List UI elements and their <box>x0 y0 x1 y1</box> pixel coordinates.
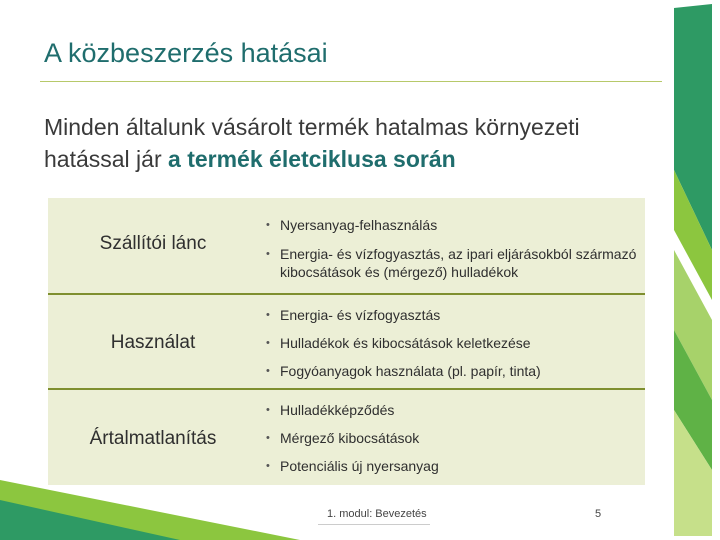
row-bullets-usage <box>264 306 644 391</box>
row-label-supply-chain: Szállítói lánc <box>99 233 207 254</box>
row-bullets-supply-chain <box>264 216 644 292</box>
list-item: • Fogyóanyagok használata (pl. papír, tinta) <box>266 363 541 379</box>
list-item: • Energia- és vízfogyasztás, az ipari eljárásokból származó kibocsátások és (mérgező) hulladékok <box>266 246 637 280</box>
list-item: • Hulladékok és kibocsátások keletkezése <box>266 335 531 351</box>
list-item: • Hulladékképződés <box>266 402 395 418</box>
row-divider <box>48 388 645 390</box>
decorative-green-stripes-right <box>668 0 720 540</box>
slide-title: A közbeszerzés hatásai <box>44 38 328 68</box>
list-item: • Potenciális új nyersanyag <box>266 458 439 474</box>
list-item: • Mérgező kibocsátások <box>266 430 420 446</box>
row-bullets-disposal <box>264 401 644 486</box>
footer-divider <box>318 524 430 525</box>
row-label-usage: Használat <box>110 332 196 353</box>
row-label-disposal: Ártalmatlanítás <box>89 428 217 449</box>
list-item: • Energia- és vízfogyasztás <box>266 307 441 323</box>
decorative-green-wedge-bottom-left <box>0 478 300 540</box>
list-item: • Nyersanyag-felhasználás <box>266 217 438 233</box>
page-number: 5 <box>595 508 602 520</box>
subtitle-emphasis: a termék életciklusa során <box>168 146 456 172</box>
row-divider <box>48 293 645 295</box>
title-divider <box>40 81 662 82</box>
slide-subtitle <box>44 111 654 175</box>
subtitle-text: Minden általunk vásárolt termék hatalmas környezeti hatással jár <box>44 114 580 172</box>
footer-module-label: 1. modul: Bevezetés <box>327 508 427 520</box>
